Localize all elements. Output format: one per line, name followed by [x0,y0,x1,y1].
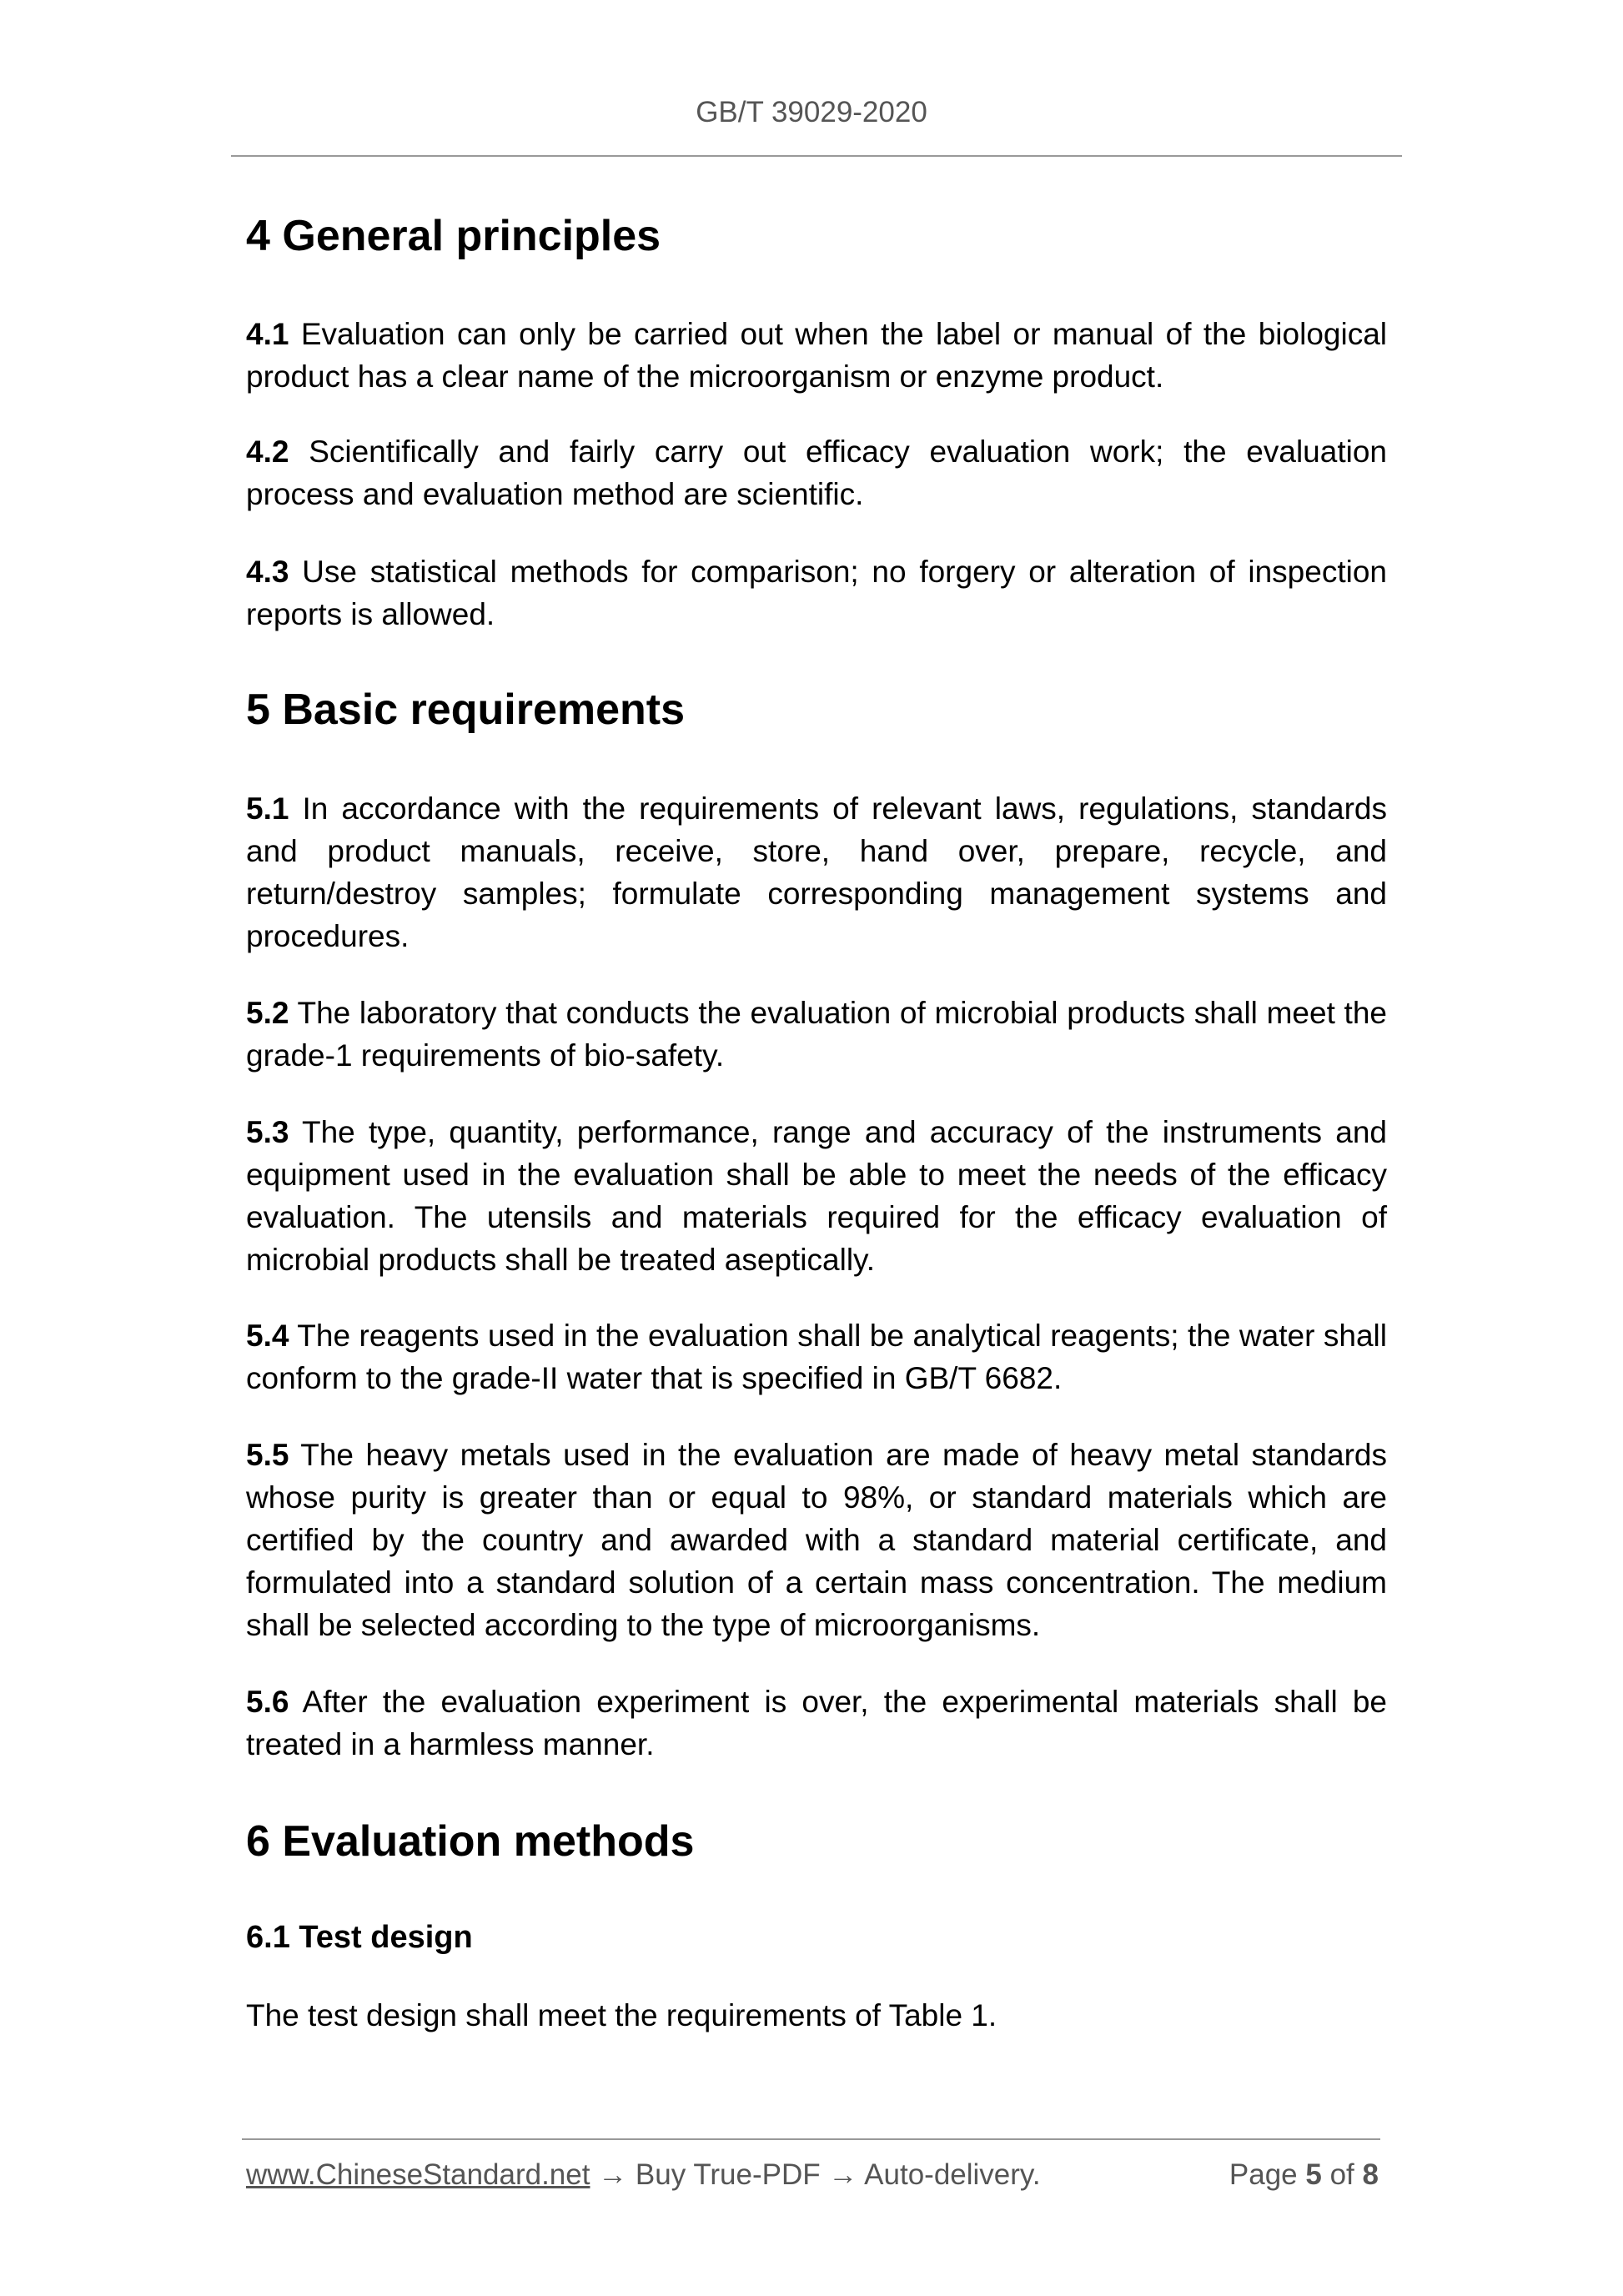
clause-text: Evaluation can only be carried out when the label or manual of the biological product has a clear name of the microorganism or enzyme product. [246,317,1387,394]
section-heading-6: 6 Evaluation methods [246,1817,695,1866]
clause-text: Scientifically and fairly carry out efficacy evaluation work; the evaluation process and evaluation method are scientific. [246,435,1387,511]
clause-number: 5.1 [246,791,289,826]
clause-text: The heavy metals used in the evaluation are made of heavy metal standards whose purity is greater than or equal to 98%, or standard materials which are certified by the country and awarded with a standard material certificate, and formulated into a standard solution of a certain mass concentration. The medium shall be selected according to the type of microorganisms. [246,1438,1387,1642]
clause-text: Use statistical methods for comparison; no forgery or alteration of inspection reports is allowed. [246,555,1387,631]
header-rule [231,155,1402,157]
clause-text: The reagents used in the evaluation shall be analytical reagents; the water shall conform to the grade-II water that is specified in GB/T 6682. [246,1319,1387,1395]
clause-4-2 [246,430,1387,515]
section-heading-4: 4 General principles [246,212,661,260]
footer-tagline: → Buy True-PDF → Auto-delivery. [590,2158,1041,2191]
clause-text: The laboratory that conducts the evaluation of microbial products shall meet the grade-1 requirements of bio-safety. [246,996,1387,1073]
section-heading-5: 5 Basic requirements [246,686,686,734]
clause-number: 5.6 [246,1685,289,1719]
subsection-heading-6-1: 6.1 Test design [246,1920,473,1955]
clause-5-3 [246,1111,1387,1281]
clause-number: 4.2 [246,435,289,469]
clause-4-3 [246,550,1387,636]
clause-5-5 [246,1434,1387,1646]
clause-4-1 [246,313,1387,398]
clause-5-2 [246,992,1387,1077]
running-header: GB/T 39029-2020 [696,96,927,128]
clause-5-6 [246,1681,1387,1766]
website-link[interactable]: www.ChineseStandard.net [246,2158,590,2191]
paragraph-test-design: The test design shall meet the requirements of Table 1. [246,1998,997,2032]
clause-number: 5.5 [246,1438,289,1472]
clause-number: 5.4 [246,1319,289,1353]
page-number: Page 5 of 8 [1229,2158,1379,2191]
clause-number: 4.3 [246,555,289,589]
clause-number: 5.2 [246,996,289,1030]
clause-number: 5.3 [246,1115,289,1149]
clause-text: In accordance with the requirements of relevant laws, regulations, standards and product manuals, receive, store, hand over, prepare, recycle, and return/destroy samples; formulate corresponding management systems and procedures. [246,791,1387,953]
clause-text: After the evaluation experiment is over, the experimental materials shall be treated in a harmless manner. [246,1685,1387,1761]
clause-text: The type, quantity, performance, range and accuracy of the instruments and equipment used in the evaluation shall be able to meet the needs of the efficacy evaluation. The utensils and materials required for the efficacy evaluation of microbial products shall be treated aseptically. [246,1115,1387,1277]
clause-number: 4.1 [246,317,289,351]
footer [246,2158,1379,2192]
footer-rule [242,2138,1380,2140]
clause-5-4 [246,1314,1387,1399]
clause-5-1 [246,787,1387,957]
